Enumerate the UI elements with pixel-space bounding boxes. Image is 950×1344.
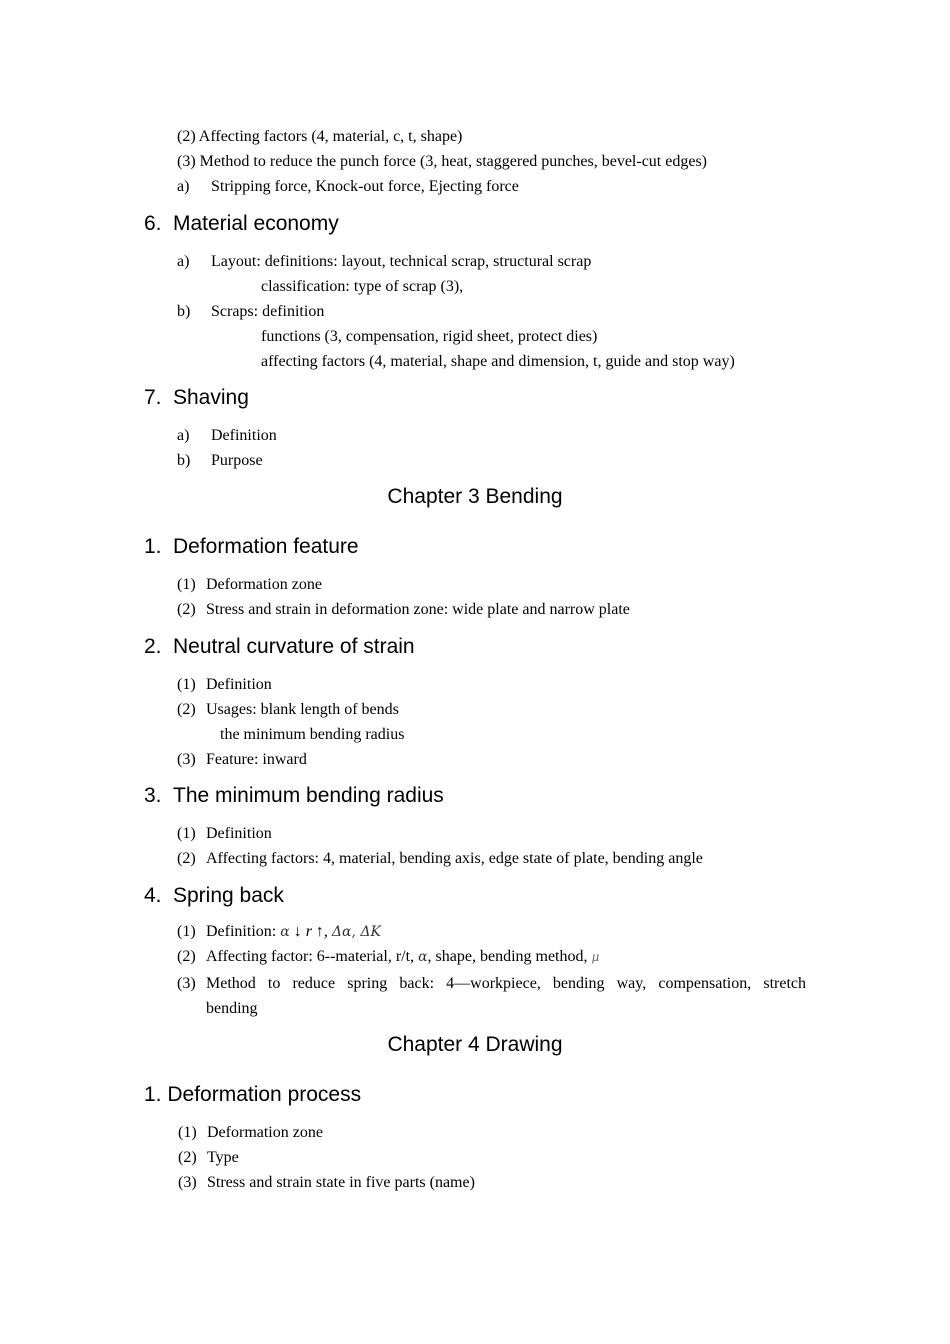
list-text: Stripping force, Knock-out force, Ejecting force: [211, 178, 519, 195]
section-title: The minimum bending radius: [173, 784, 444, 807]
list-continuation: functions (3, compensation, rigid sheet, protect dies): [261, 328, 598, 345]
list-marker: b): [177, 452, 191, 469]
list-text: Definition:: [206, 923, 277, 940]
list-item: [177, 948, 599, 966]
list-text-justified: Method to reduce spring back: 4—workpiece, bending way, compensation, stretch: [206, 975, 806, 992]
list-marker: (2): [177, 601, 196, 618]
list-continuation: affecting factors (4, material, shape and dimension, t, guide and stop way): [261, 353, 735, 370]
comma: ,: [323, 923, 328, 940]
list-marker: b): [177, 303, 191, 320]
section-heading-deformation-feature: [144, 535, 359, 559]
list-continuation: classification: type of scrap (3),: [261, 278, 464, 295]
list-item: [177, 601, 630, 619]
punch-force-method-line: (3) Method to reduce the punch force (3, heat, staggered punches, bevel-cut edges): [177, 153, 708, 170]
list-text: Deformation zone: [206, 576, 322, 593]
list-text: Feature: inward: [206, 751, 307, 768]
section-number: 2.: [144, 635, 162, 658]
affecting-factors-line: (2) Affecting factors (4, material, c, t, shape): [177, 128, 463, 145]
list-item: [177, 427, 277, 445]
list-text: Purpose: [211, 452, 263, 469]
section-heading-shaving: [144, 386, 249, 410]
list-marker: (2): [177, 701, 196, 718]
list-continuation: the minimum bending radius: [220, 726, 405, 743]
list-item: [177, 452, 263, 470]
list-item: [177, 701, 399, 719]
list-text: Affecting factors: 4, material, bending axis, edge state of plate, bending angle: [206, 850, 703, 867]
section-number: 6.: [144, 212, 162, 235]
section-title: Neutral curvature of strain: [173, 635, 415, 658]
list-item: [177, 751, 307, 769]
list-item: [177, 850, 703, 868]
list-item: [177, 825, 272, 843]
section-number: 3.: [144, 784, 162, 807]
list-continuation: bending: [206, 1000, 258, 1017]
list-marker: (1): [177, 825, 196, 842]
list-marker: (1): [177, 676, 196, 693]
list-text: , shape, bending method,: [427, 948, 588, 965]
list-marker: (3): [177, 975, 196, 992]
list-text: Definition: [206, 676, 272, 693]
list-text: Usages: blank length of bends: [206, 701, 399, 718]
list-text: Scraps: definition: [211, 303, 325, 320]
alpha-symbol: α: [418, 949, 428, 965]
list-marker: (1): [177, 923, 196, 940]
section-heading-deformation-process: 1. Deformation process: [144, 1083, 362, 1106]
section-title: Deformation feature: [173, 535, 359, 558]
section-number: 7.: [144, 386, 162, 409]
down-arrow-icon: ↓: [293, 923, 302, 940]
list-marker: (1): [178, 1124, 197, 1141]
list-text: Affecting factor: 6--material, r/t,: [206, 948, 415, 965]
list-text: Type: [207, 1149, 239, 1166]
list-marker: (2): [177, 850, 196, 867]
mu-symbol: μ: [591, 950, 600, 964]
delta-symbols: Δα, ΔK: [331, 924, 381, 940]
list-marker: a): [177, 253, 190, 270]
section-title: Shaving: [173, 386, 249, 409]
list-text: Definition: [211, 427, 277, 444]
up-arrow-icon: ↑: [315, 923, 324, 940]
list-item: [177, 923, 381, 941]
section-heading-minimum-bending-radius: [144, 784, 444, 808]
list-text: Layout: definitions: layout, technical scrap, structural scrap: [211, 253, 592, 270]
section-heading-neutral-curvature: [144, 635, 415, 659]
list-marker: a): [177, 178, 190, 195]
list-item-marker-row: [177, 975, 196, 993]
section-heading-spring-back: [144, 884, 284, 908]
list-marker: a): [177, 427, 190, 444]
section-title: Material economy: [173, 212, 339, 235]
r-symbol: r: [305, 923, 312, 940]
list-text: Definition: [206, 825, 272, 842]
chapter-title-drawing: Chapter 4 Drawing: [387, 1033, 563, 1056]
list-item: [178, 1149, 239, 1167]
list-item: [178, 1124, 323, 1142]
list-marker: (2): [178, 1149, 197, 1166]
list-text: Stress and strain in deformation zone: wide plate and narrow plate: [206, 601, 630, 618]
alpha-symbol: α: [280, 924, 290, 940]
list-marker: (3): [177, 751, 196, 768]
list-marker: (2): [177, 948, 196, 965]
chapter-title-bending: Chapter 3 Bending: [387, 485, 563, 508]
list-marker: (3): [178, 1174, 197, 1191]
section-number: 4.: [144, 884, 162, 907]
list-item: [177, 303, 324, 321]
section-title: Spring back: [173, 884, 284, 907]
list-item: [178, 1174, 475, 1192]
section-number: 1.: [144, 535, 162, 558]
list-item: [177, 253, 591, 271]
list-text: Deformation zone: [207, 1124, 323, 1141]
list-item: [177, 576, 322, 594]
list-item: [177, 178, 519, 196]
list-text: Stress and strain state in five parts (name): [207, 1174, 475, 1191]
list-marker: (1): [177, 576, 196, 593]
section-heading-material-economy: [144, 212, 339, 236]
list-item: [177, 676, 272, 694]
